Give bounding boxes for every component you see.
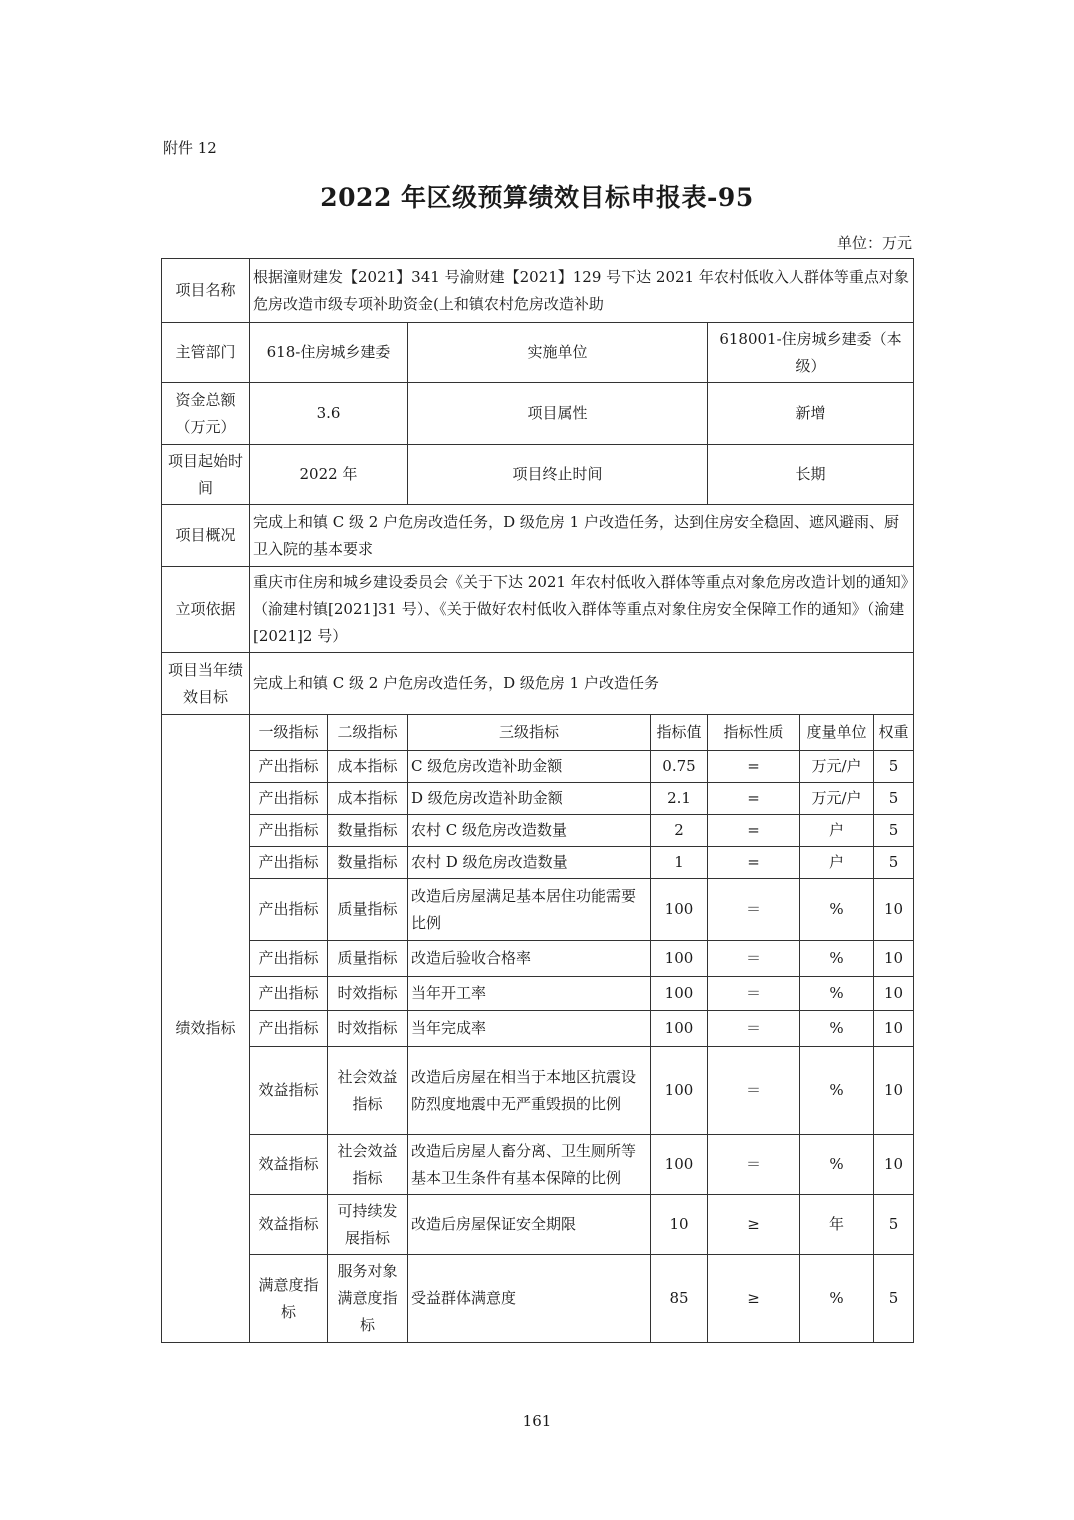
level1-cell: 满意度指标 <box>250 1255 328 1343</box>
dept-value: 618-住房城乡建委 <box>250 323 408 383</box>
table-row <box>162 751 914 783</box>
level3-cell: 农村 C 级危房改造数量 <box>408 815 651 847</box>
attr-label: 项目属性 <box>408 383 708 445</box>
col-header: 指标性质 <box>708 715 800 751</box>
project-name-value: 根据潼财建发【2021】341 号渝财建【2021】129 号下达 2021 年农村低收入人群体等重点对象危房改造市级专项补助资金(上和镇农村危房改造补助 <box>250 259 914 323</box>
weight-cell: 10 <box>874 879 914 941</box>
level3-cell: 改造后房屋在相当于本地区抗震设防烈度地震中无严重毁损的比例 <box>408 1047 651 1135</box>
level1-cell: 产出指标 <box>250 847 328 879</box>
nature-cell: ＝ <box>708 1011 800 1047</box>
project-name-label: 项目名称 <box>162 259 250 323</box>
weight-cell: 5 <box>874 783 914 815</box>
level2-cell: 成本指标 <box>328 751 408 783</box>
level1-cell: 效益指标 <box>250 1047 328 1135</box>
end-value: 长期 <box>708 445 914 505</box>
level1-cell: 产出指标 <box>250 941 328 977</box>
weight-cell: 5 <box>874 1195 914 1255</box>
fund-value: 3.6 <box>250 383 408 445</box>
value-cell: 2 <box>651 815 708 847</box>
basis-label: 立项依据 <box>162 567 250 653</box>
unit-cell: 户 <box>800 815 874 847</box>
nature-cell: = <box>708 847 800 879</box>
table-row <box>162 783 914 815</box>
level1-cell: 效益指标 <box>250 1195 328 1255</box>
unit-cell: % <box>800 1255 874 1343</box>
weight-cell: 10 <box>874 941 914 977</box>
table-row <box>162 1255 914 1343</box>
value-cell: 1 <box>651 847 708 879</box>
budget-table <box>161 258 914 1343</box>
value-cell: 100 <box>651 879 708 941</box>
level2-cell: 时效指标 <box>328 977 408 1011</box>
nature-cell: ＝ <box>708 941 800 977</box>
value-cell: 100 <box>651 977 708 1011</box>
level2-cell: 时效指标 <box>328 1011 408 1047</box>
level1-cell: 产出指标 <box>250 815 328 847</box>
level1-cell: 效益指标 <box>250 1135 328 1195</box>
level1-cell: 产出指标 <box>250 751 328 783</box>
level2-cell: 数量指标 <box>328 815 408 847</box>
level1-cell: 产出指标 <box>250 1011 328 1047</box>
level3-cell: 当年开工率 <box>408 977 651 1011</box>
value-cell: 2.1 <box>651 783 708 815</box>
level3-cell: C 级危房改造补助金额 <box>408 751 651 783</box>
value-cell: 10 <box>651 1195 708 1255</box>
unit-label: 单位：万元 <box>836 234 912 252</box>
unit-cell: % <box>800 879 874 941</box>
level2-cell: 社会效益指标 <box>328 1135 408 1195</box>
unit-cell: 年 <box>800 1195 874 1255</box>
goal-label: 项目当年绩效目标 <box>162 653 250 715</box>
nature-cell: ＝ <box>708 1047 800 1135</box>
unit-cell: % <box>800 941 874 977</box>
unit-cell: % <box>800 1011 874 1047</box>
weight-cell: 5 <box>874 815 914 847</box>
level3-cell: 农村 D 级危房改造数量 <box>408 847 651 879</box>
nature-cell: ≥ <box>708 1195 800 1255</box>
level2-cell: 数量指标 <box>328 847 408 879</box>
basis-value: 重庆市住房和城乡建设委员会《关于下达 2021 年农村低收入群体等重点对象危房改造计划的通知》（渝建村镇[2021]31 号）、《关于做好农村低收入群体等重点对象住房安全保障工作的通知》（渝建[2021]2 号） <box>250 567 914 653</box>
level2-cell: 社会效益指标 <box>328 1047 408 1135</box>
level3-cell: 改造后验收合格率 <box>408 941 651 977</box>
level2-cell: 质量指标 <box>328 941 408 977</box>
unit-cell: 万元/户 <box>800 783 874 815</box>
level2-cell: 成本指标 <box>328 783 408 815</box>
start-label: 项目起始时间 <box>162 445 250 505</box>
weight-cell: 10 <box>874 1011 914 1047</box>
level3-cell: D 级危房改造补助金额 <box>408 783 651 815</box>
table-row <box>162 815 914 847</box>
nature-cell: ≥ <box>708 1255 800 1343</box>
fund-label: 资金总额（万元） <box>162 383 250 445</box>
nature-cell: ＝ <box>708 977 800 1011</box>
weight-cell: 10 <box>874 977 914 1011</box>
table-row <box>162 1047 914 1135</box>
table-row <box>162 1011 914 1047</box>
start-value: 2022 年 <box>250 445 408 505</box>
weight-cell: 10 <box>874 1135 914 1195</box>
table-row <box>162 879 914 941</box>
table-row <box>162 1135 914 1195</box>
level2-cell: 可持续发展指标 <box>328 1195 408 1255</box>
nature-cell: = <box>708 751 800 783</box>
value-cell: 0.75 <box>651 751 708 783</box>
nature-cell: = <box>708 783 800 815</box>
attachment-label: 附件 12 <box>163 139 217 157</box>
nature-cell: ＝ <box>708 879 800 941</box>
col-header: 度量单位 <box>800 715 874 751</box>
level3-cell: 改造后房屋保证安全期限 <box>408 1195 651 1255</box>
weight-cell: 5 <box>874 1255 914 1343</box>
unit-cell: % <box>800 977 874 1011</box>
weight-cell: 5 <box>874 847 914 879</box>
level2-cell: 服务对象满意度指标 <box>328 1255 408 1343</box>
level3-cell: 当年完成率 <box>408 1011 651 1047</box>
value-cell: 100 <box>651 1135 708 1195</box>
level1-cell: 产出指标 <box>250 879 328 941</box>
weight-cell: 5 <box>874 751 914 783</box>
dept-label: 主管部门 <box>162 323 250 383</box>
value-cell: 100 <box>651 1047 708 1135</box>
level1-cell: 产出指标 <box>250 977 328 1011</box>
table-row <box>162 941 914 977</box>
weight-cell: 10 <box>874 1047 914 1135</box>
overview-value: 完成上和镇 C 级 2 户危房改造任务，D 级危房 1 户改造任务，达到住房安全稳固、遮风避雨、厨卫入院的基本要求 <box>250 505 914 567</box>
unit-cell: % <box>800 1135 874 1195</box>
end-label: 项目终止时间 <box>408 445 708 505</box>
impl-value: 618001-住房城乡建委（本级） <box>708 323 914 383</box>
value-cell: 100 <box>651 941 708 977</box>
overview-label: 项目概况 <box>162 505 250 567</box>
level3-cell: 改造后房屋人畜分离、卫生厕所等基本卫生条件有基本保障的比例 <box>408 1135 651 1195</box>
table-row <box>162 847 914 879</box>
nature-cell: ＝ <box>708 1135 800 1195</box>
col-header: 指标值 <box>651 715 708 751</box>
unit-cell: 户 <box>800 847 874 879</box>
col-header: 二级指标 <box>328 715 408 751</box>
value-cell: 100 <box>651 1011 708 1047</box>
goal-value: 完成上和镇 C 级 2 户危房改造任务，D 级危房 1 户改造任务 <box>250 653 914 715</box>
col-header: 权重 <box>874 715 914 751</box>
table-row <box>162 977 914 1011</box>
page-number: 161 <box>522 1412 552 1430</box>
unit-cell: % <box>800 1047 874 1135</box>
unit-cell: 万元/户 <box>800 751 874 783</box>
table-row <box>162 1195 914 1255</box>
level1-cell: 产出指标 <box>250 783 328 815</box>
level3-cell: 受益群体满意度 <box>408 1255 651 1343</box>
impl-label: 实施单位 <box>408 323 708 383</box>
level3-cell: 改造后房屋满足基本居住功能需要比例 <box>408 879 651 941</box>
level2-cell: 质量指标 <box>328 879 408 941</box>
col-header: 一级指标 <box>250 715 328 751</box>
indicators-section-label: 绩效指标 <box>162 715 250 1343</box>
value-cell: 85 <box>651 1255 708 1343</box>
page-title: 2022 年区级预算绩效目标申报表-95 <box>320 183 754 212</box>
attr-value: 新增 <box>708 383 914 445</box>
col-header: 三级指标 <box>408 715 651 751</box>
nature-cell: = <box>708 815 800 847</box>
